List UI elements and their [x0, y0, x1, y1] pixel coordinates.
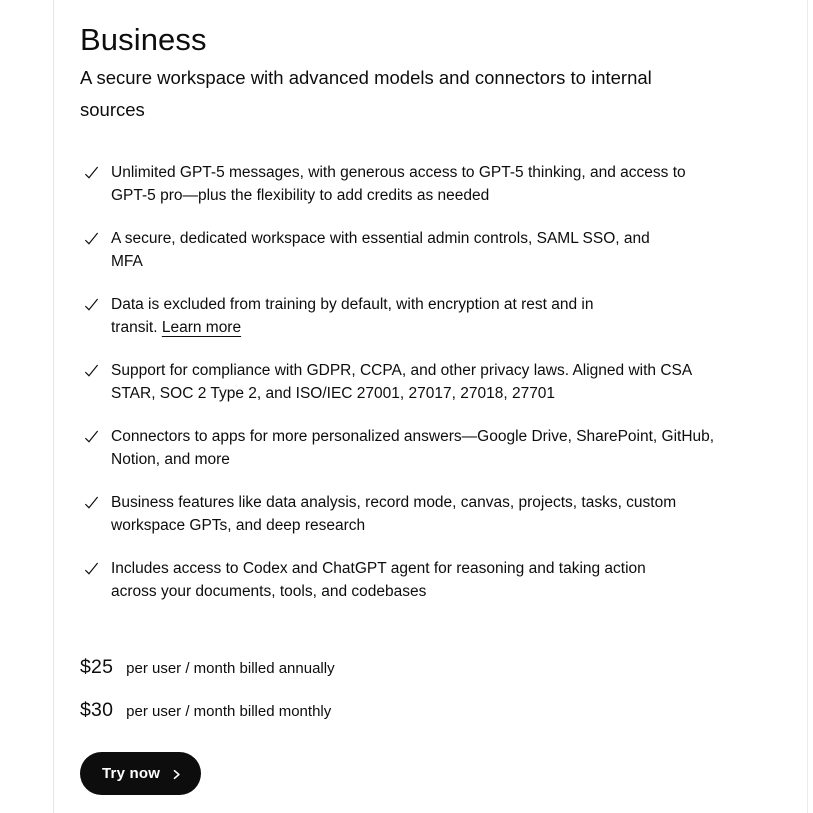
check-icon [83, 296, 100, 313]
feature-body [111, 425, 721, 471]
check-icon [83, 560, 100, 577]
feature-text: Data is excluded from training by default, with encryption at rest and in transit. [111, 296, 594, 336]
feature-body [111, 227, 683, 273]
feature-item [80, 293, 733, 339]
feature-text: Business features like data analysis, record mode, canvas, projects, tasks, custom workspace GPTs, and deep research [111, 494, 677, 534]
check-icon [83, 164, 100, 181]
price-detail: per user / month billed monthly [126, 703, 332, 720]
price-amount: $25 [80, 656, 114, 678]
feature-text: Includes access to Codex and ChatGPT agent for reasoning and taking action across your documents, tools, and codebases [111, 560, 646, 600]
cta-label: Try now [102, 765, 161, 782]
feature-item [80, 359, 733, 405]
price-row [80, 696, 733, 726]
feature-text: Unlimited GPT-5 messages, with generous access to GPT-5 thinking, and access to GPT-5 pro—plus the flexibility to add credits as needed [111, 164, 686, 204]
feature-body [111, 557, 656, 603]
plan-title: Business [80, 22, 207, 57]
feature-list [80, 161, 733, 603]
learn-more-link[interactable]: Learn more [161, 319, 242, 336]
feature-item [80, 161, 733, 207]
pricing [80, 653, 733, 726]
feature-body [111, 359, 721, 405]
price-row [80, 653, 733, 683]
check-icon [83, 362, 100, 379]
check-icon [83, 230, 100, 247]
price-detail: per user / month billed annually [126, 660, 335, 677]
feature-text: Support for compliance with GDPR, CCPA, and other privacy laws. Aligned with CSA STAR, SOC 2 Type 2, and ISO/IEC 27001, 27017, 27018, 27701 [111, 362, 692, 402]
card-left-border [53, 0, 54, 813]
price-amount: $30 [80, 699, 114, 721]
chevron-right-icon [171, 768, 182, 780]
feature-item [80, 557, 733, 603]
check-icon [83, 494, 100, 511]
feature-text: Connectors to apps for more personalized answers—Google Drive, SharePoint, GitHub, Notion, and more [111, 428, 715, 468]
feature-body [111, 491, 721, 537]
feature-item [80, 227, 733, 273]
cta-button[interactable] [80, 752, 201, 795]
feature-body [111, 293, 639, 339]
content-column [80, 0, 733, 795]
feature-item [80, 491, 733, 537]
feature-text: A secure, dedicated workspace with essential admin controls, SAML SSO, and MFA [111, 230, 650, 270]
check-icon [83, 428, 100, 445]
feature-item [80, 425, 733, 471]
plan-subtitle: A secure workspace with advanced models and connectors to internal sources [80, 67, 652, 120]
feature-body [111, 161, 721, 207]
card-right-border [807, 0, 808, 813]
